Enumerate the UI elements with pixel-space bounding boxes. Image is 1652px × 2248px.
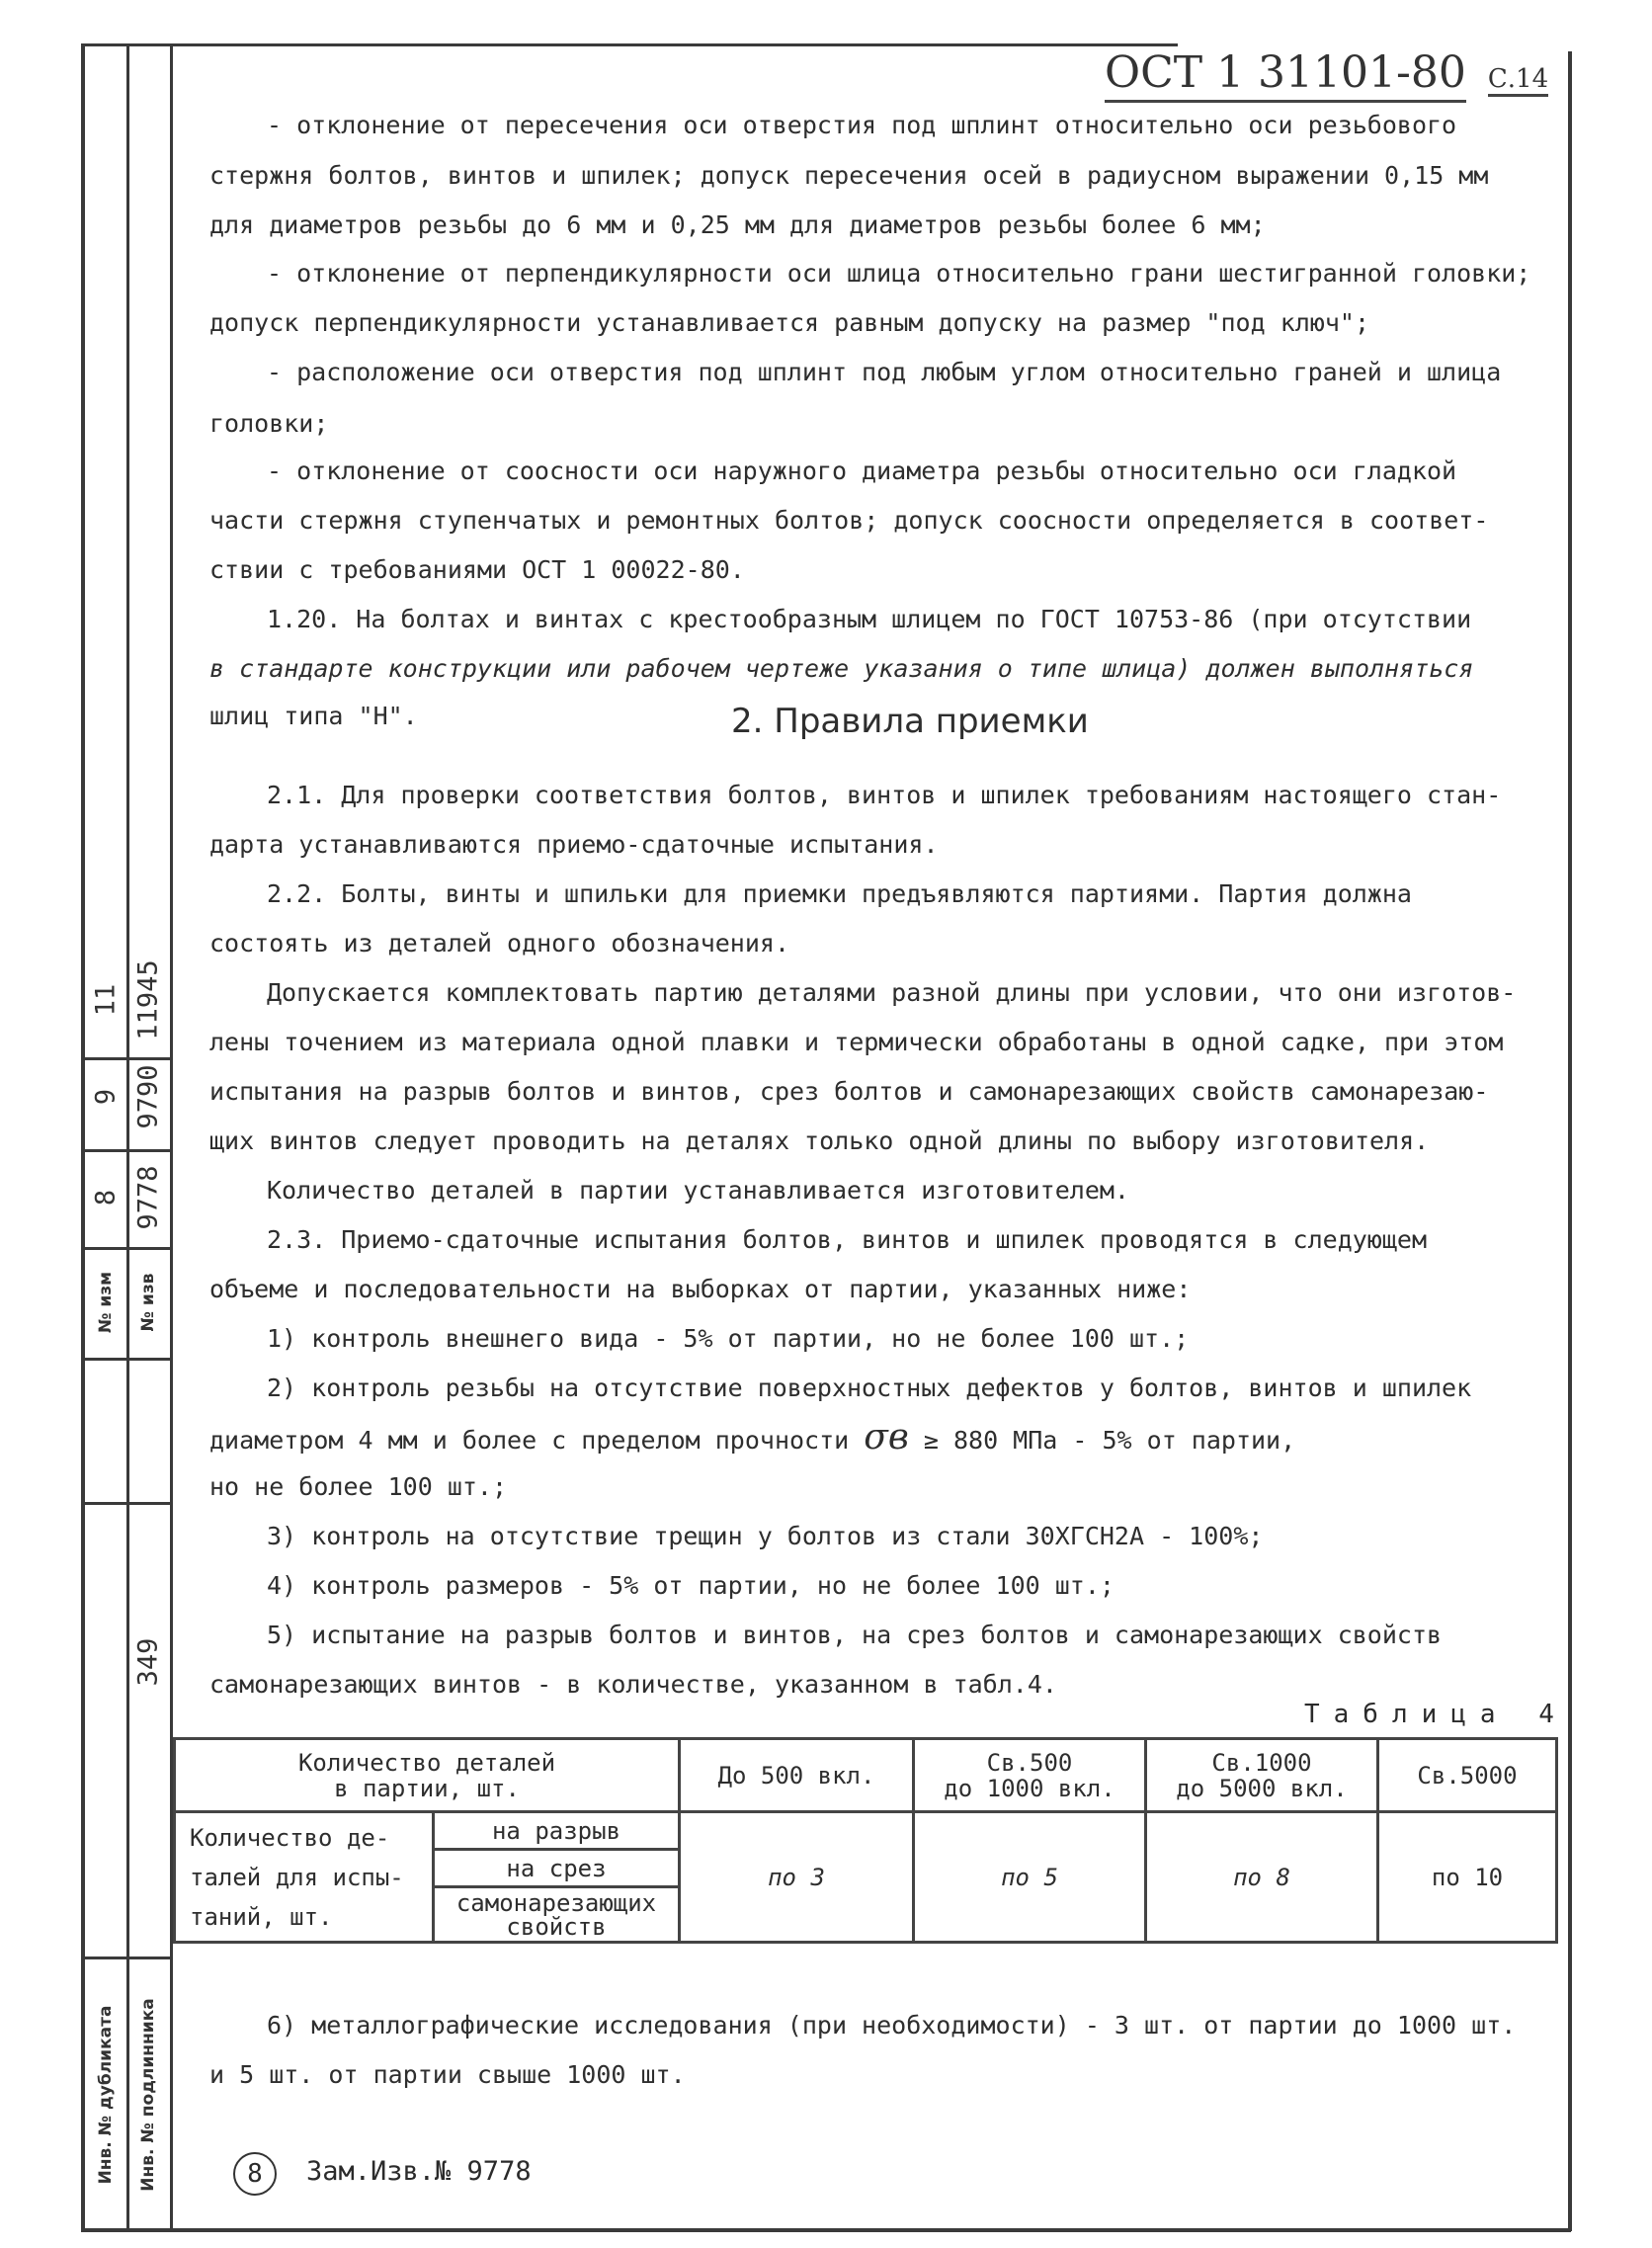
stamp-row-divider: [81, 1358, 173, 1361]
table-header-cell: [1146, 1739, 1378, 1812]
text-line: - отклонение от пересечения оси отверстия под шплинт относительно оси резьбового: [267, 111, 1457, 139]
stamp-change-number: 9: [90, 1088, 122, 1106]
stamp-notice-number: 9778: [132, 1165, 164, 1230]
text-line: 5) испытание на разрыв болтов и винтов, на срез болтов и самонарезающих свойств: [267, 1621, 1443, 1649]
table-header-label: Количество деталей: [297, 1748, 556, 1777]
table-4: [173, 1737, 1558, 1944]
text-line: но не более 100 шт.;: [209, 1472, 508, 1501]
text-fragment: ≥ 880 МПа - 5% от партии,: [923, 1426, 1296, 1455]
page-header: [1105, 47, 1548, 98]
text-line: 2.2. Болты, винты и шпильки для приемки предъявляются партиями. Партия должна: [267, 879, 1412, 908]
frame-bottom-border: [81, 2228, 1571, 2232]
text-line: объеме и последовательности на выборках от партии, указанных ниже:: [209, 1275, 1192, 1303]
text-line: стержня болтов, винтов и шпилек; допуск пересечения осей в радиусном выражении 0,15 мм: [209, 161, 1489, 190]
table-header-label: до 1000 вкл.: [944, 1774, 1115, 1802]
frame-right-border: [1568, 51, 1572, 2231]
stamp-change-number: 11: [90, 983, 122, 1017]
page-number: С.14: [1488, 64, 1548, 97]
table-header-cell: [175, 1739, 680, 1812]
frame-left-border: [81, 43, 85, 2232]
table-subrow-label: на разрыв: [434, 1812, 680, 1850]
text-line: испытания на разрыв болтов и винтов, срез болтов и самонарезающих свойств самонарезаю-: [209, 1077, 1489, 1106]
text-line: 2) контроль резьбы на отсутствие поверхностных дефектов у болтов, винтов и шпилек: [267, 1374, 1472, 1402]
text-line: дарта устанавливаются приемо-сдаточные испытания.: [209, 830, 939, 859]
text-line: 3) контроль на отсутствие трещин у болтов из стали 30ХГСН2А - 100%;: [267, 1522, 1264, 1550]
table-header-label: до 5000 вкл.: [1176, 1774, 1348, 1802]
table-header-cell: До 500 вкл.: [680, 1739, 914, 1812]
table-row-label: [175, 1812, 434, 1943]
text-line: для диаметров резьбы до 6 мм и 0,25 мм для диаметров резьбы более 6 мм;: [209, 210, 1266, 239]
section-2-title: 2. Правила приемки: [731, 702, 1089, 741]
stamp-inventory-number: 349: [132, 1637, 164, 1687]
text-line: 6) металлографические исследования (при необходимости) - 3 шт. от партии до 1000 шт.: [267, 2011, 1517, 2040]
stamp-label-izv: № изв: [138, 1273, 158, 1332]
text-line: в стандарте конструкции или рабочем чертеже указания о типе шлица) должен выполняться: [209, 654, 1474, 683]
change-mark-circle: 8: [233, 2152, 277, 2196]
text-line: допуск перпендикулярности устанавливается равным допуску на размер "под ключ";: [209, 308, 1369, 337]
table-row-label-line: талей для испы-: [190, 1863, 404, 1891]
text-line: части стержня ступенчатых и ремонтных болтов; допуск соосности определяется в соответ-: [209, 506, 1489, 535]
text-line: Количество деталей в партии устанавливается изготовителем.: [267, 1176, 1129, 1205]
stamp-label-inv-original: Инв. № подлинника: [138, 1998, 158, 2192]
text-line: - отклонение от перпендикулярности оси шлица относительно грани шестигранной головки;: [267, 259, 1531, 288]
stamp-label-inv-duplicate: Инв. № дубликата: [96, 2005, 116, 2185]
table-row-label-line: таний, шт.: [190, 1902, 333, 1931]
stamp-column-divider: [126, 43, 129, 2229]
text-line: щих винтов следует проводить на деталях только одной длины по выбору изготовителя.: [209, 1126, 1430, 1155]
text-line: ствии с требованиями ОСТ 1 00022-80.: [209, 555, 745, 584]
stamp-label-izm: № изм: [96, 1271, 116, 1334]
text-line: и 5 шт. от партии свыше 1000 шт.: [209, 2060, 686, 2089]
table-header-label: в партии, шт.: [334, 1774, 520, 1802]
text-line: Допускается комплектовать партию деталями разной длины при условии, что они изготов-: [267, 978, 1517, 1007]
table-subrow-label: [434, 1887, 680, 1943]
frame-top-border: [81, 43, 1178, 46]
text-line: самонарезающих винтов - в количестве, указанном в табл.4.: [209, 1670, 1057, 1699]
text-line: 1) контроль внешнего вида - 5% от партии, но не более 100 шт.;: [267, 1324, 1190, 1353]
text-line: головки;: [209, 409, 329, 438]
text-line: - отклонение от соосности оси наружного диаметра резьбы относительно оси гладкой: [267, 457, 1457, 485]
text-line: состоять из деталей одного обозначения.: [209, 929, 789, 957]
text-line: 2.3. Приемо-сдаточные испытания болтов, винтов и шпилек проводятся в следующем: [267, 1225, 1427, 1254]
sigma-symbol: σв: [864, 1417, 909, 1457]
table-cell: по 10: [1378, 1812, 1557, 1943]
stamp-change-number: 8: [90, 1189, 122, 1207]
table-header-cell: [914, 1739, 1146, 1812]
stamp-notice-number: 11945: [132, 959, 164, 1041]
text-line: 2.1. Для проверки соответствия болтов, винтов и шпилек требованиям настоящего стан-: [267, 781, 1502, 809]
stamp-notice-number: 9790: [132, 1064, 164, 1129]
stamp-row-divider: [81, 1247, 173, 1250]
stamp-row-divider: [81, 1057, 173, 1060]
text-line: - расположение оси отверстия под шплинт под любым углом относительно граней и шлица: [267, 358, 1502, 386]
replacement-notice: Зам.Изв.№ 9778: [306, 2156, 532, 2187]
table-cell: по 5: [914, 1812, 1146, 1943]
text-fragment: диаметром 4 мм и более с пределом прочности: [209, 1426, 850, 1455]
text-line: 1.20. На болтах и винтах с крестообразным шлицем по ГОСТ 10753-86 (при отсутствии: [267, 605, 1472, 633]
text-line: лены точением из материала одной плавки и термически обработаны в одной садке, при этом: [209, 1028, 1504, 1056]
table-header-label: Св.500: [986, 1748, 1073, 1777]
stamp-row-divider: [81, 1957, 173, 1959]
table-subrow-label: на срез: [434, 1850, 680, 1887]
text-line: 4) контроль размеров - 5% от партии, но не более 100 шт.;: [267, 1571, 1115, 1600]
document-number: ОСТ 1 31101-80: [1105, 47, 1466, 103]
table-subrow-label-line: свойств: [506, 1912, 607, 1941]
table-subrow-label-line: самонарезающих: [455, 1888, 657, 1917]
table-cell: по 3: [680, 1812, 914, 1943]
table-header-cell: Св.5000: [1378, 1739, 1557, 1812]
table-cell: по 8: [1146, 1812, 1378, 1943]
text-line: шлиц типа "Н".: [209, 702, 418, 730]
table-row-label-line: Количество де-: [190, 1823, 390, 1852]
table-header-label: Св.1000: [1211, 1748, 1312, 1777]
stamp-row-divider: [81, 1149, 173, 1152]
stamp-row-divider: [81, 1502, 173, 1505]
table-caption: Таблица 4: [1304, 1700, 1568, 1729]
text-line: [209, 1417, 1296, 1457]
